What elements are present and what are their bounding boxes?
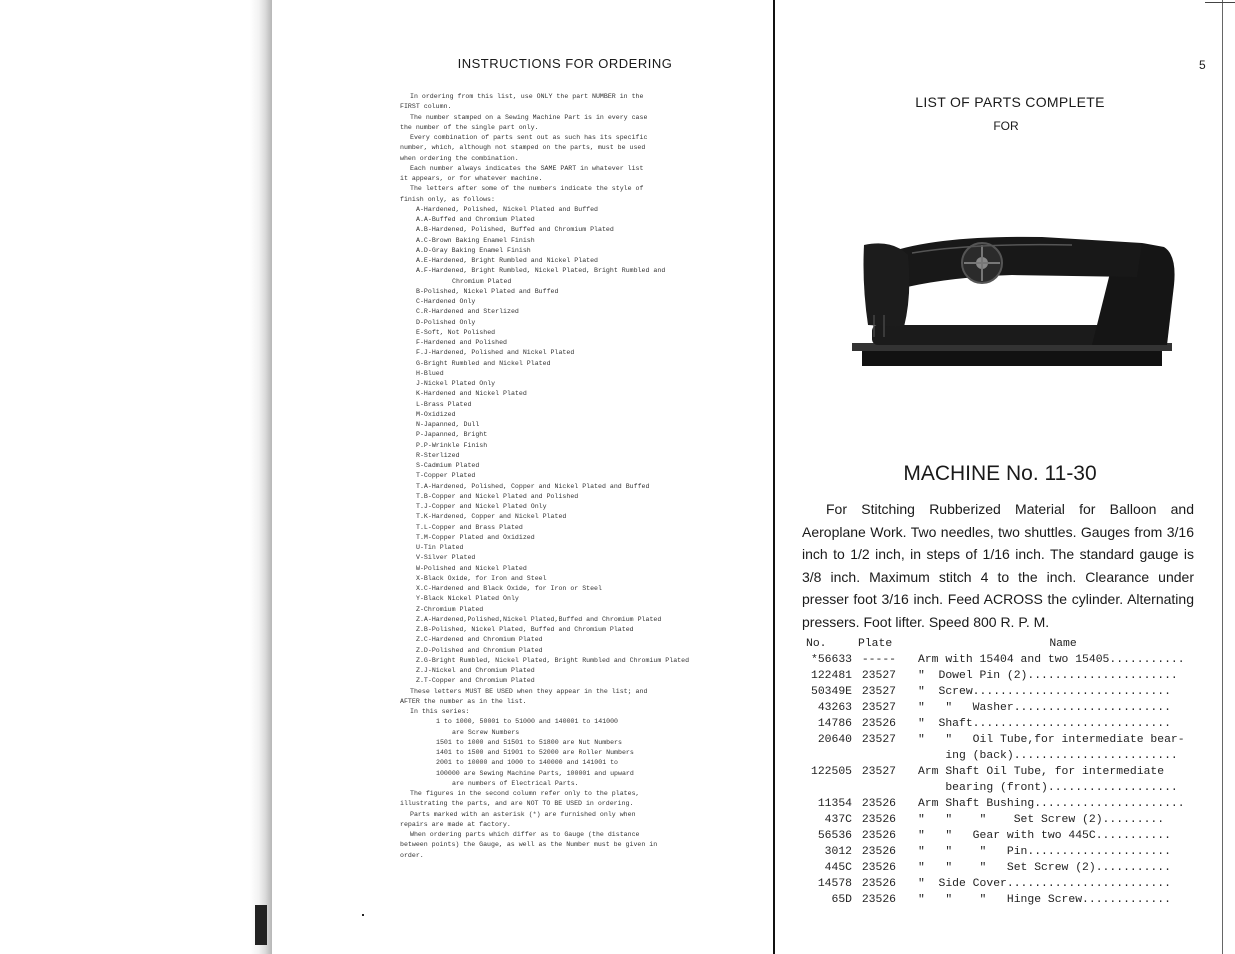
instruction-line: B-Polished, Nickel Plated and Buffed (416, 287, 559, 295)
part-number (798, 748, 856, 764)
plate-number (856, 780, 918, 796)
part-name: " Dowel Pin (2)...................... (918, 670, 1178, 682)
plate-number: 23526 (861, 814, 896, 826)
instruction-line: Z.J-Nickel and Chromium Plated (416, 667, 535, 674)
part-number: 122481 (810, 670, 852, 682)
part-number: 43263 (817, 702, 852, 714)
instruction-line: A.D-Gray Baking Enamel Finish (416, 246, 531, 254)
part-number: 56536 (817, 830, 852, 842)
instructions-text (400, 92, 710, 861)
part-name: " " " Hinge Screw............. (918, 894, 1171, 906)
part-number: 20640 (817, 734, 852, 746)
plate-number: 23527 (861, 686, 896, 698)
instruction-line: R-Sterlized (416, 451, 460, 459)
part-number: 3012 (824, 846, 852, 858)
table-row (798, 748, 1208, 764)
instruction-line: Z.G-Bright Rumbled, Nickel Plated, Bright Rumbled and Chromium Plated (416, 656, 690, 664)
part-number: 14786 (817, 718, 852, 730)
instruction-line: The figures in the second column refer only to the plates, (410, 790, 640, 797)
instruction-line: between points) the Gauge, as well as the Number must be given in (400, 841, 658, 849)
part-number: *56633 (810, 654, 852, 666)
plate-number: 23526 (861, 718, 896, 730)
table-row (798, 668, 1208, 684)
instruction-line: C.R-Hardened and Sterlized (416, 308, 519, 316)
machine-title: MACHINE No. 11-30 (903, 462, 1097, 485)
part-name: " " " Pin..................... (918, 846, 1171, 858)
plate-number (856, 748, 918, 764)
plate-number: 23526 (861, 862, 896, 874)
part-name: " " Gear with two 445C........... (918, 830, 1171, 842)
instruction-line: A-Hardened, Polished, Nickel Plated and Buffed (416, 205, 599, 213)
table-row (798, 860, 1208, 876)
instruction-line: U-Tin Plated (416, 544, 464, 551)
parts-table (798, 636, 1208, 908)
table-row (798, 892, 1208, 908)
page-number: 5 (1199, 58, 1206, 72)
instruction-line: S-Cadmium Plated (416, 462, 480, 469)
instruction-line: D-Polished Only (416, 318, 476, 326)
instruction-line: number, which, although not stamped on the parts, must be used (400, 144, 646, 152)
instruction-line: Each number always indicates the SAME PART in whatever list (410, 164, 644, 172)
machine-description: For Stitching Rubberized Material for Balloon and Aeroplane Work. Two needles, two shuttles. Gauges from 3/16 inch to 1/2 inch, in steps of 1/16 inch. The standard gauge is 3/8 inch. Maximum stitch 4 to the inch. Clearance under presser foot 3/16 inch. Feed ACROSS the cylinder. Alternating pressers. Foot lifter. Speed 800 R. P. M. (802, 501, 1194, 630)
instruction-line: F.J-Hardened, Polished and Nickel Plated (416, 349, 575, 357)
instruction-line: Z.D-Polished and Chromium Plated (416, 646, 543, 654)
instruction-line: 1 to 1000, 50001 to 51000 and 140001 to 141000 (436, 718, 619, 726)
instruction-line: When ordering parts which differ as to Gauge (the distance (410, 831, 640, 838)
instruction-line: 2001 to 10000 and 1000 to 140000 and 141001 to (436, 759, 619, 767)
instruction-line: A.C-Brown Baking Enamel Finish (416, 236, 535, 244)
part-name: " Side Cover........................ (918, 878, 1171, 890)
instruction-line: Z-Chromium Plated (416, 605, 484, 613)
instruction-line: Y-Black Nickel Plated Only (416, 595, 519, 603)
table-row (798, 780, 1208, 796)
sewing-machine-illustration (812, 225, 1192, 375)
instruction-line: T.K-Hardened, Copper and Nickel Plated (416, 513, 567, 521)
binding-mark (255, 905, 267, 945)
part-name: Arm Shaft Bushing...................... (918, 798, 1185, 810)
instruction-line: T.L-Copper and Brass Plated (416, 523, 523, 531)
instruction-line: A.B-Hardened, Polished, Buffed and Chromium Plated (416, 226, 614, 234)
part-name: Arm Shaft Oil Tube, for intermediate (918, 766, 1165, 778)
page-gutter-line (773, 0, 775, 954)
instruction-line: G-Bright Rumbled and Nickel Plated (416, 359, 551, 367)
table-row (798, 732, 1208, 748)
instruction-line: repairs are made at factory. (400, 820, 511, 828)
part-number: 14578 (817, 878, 852, 890)
plate-number: 23526 (861, 830, 896, 842)
table-row (798, 844, 1208, 860)
instruction-line: P-Japanned, Bright (416, 431, 488, 439)
instruction-line: W-Polished and Nickel Plated (416, 564, 527, 572)
part-name: bearing (front)................... (918, 782, 1178, 794)
plate-number: 23526 (861, 878, 896, 890)
plate-number: 23527 (861, 702, 896, 714)
instruction-line: T.B-Copper and Nickel Plated and Polished (416, 492, 579, 500)
instruction-line: C-Hardened Only (416, 298, 476, 305)
instruction-line: Z.T-Copper and Chromium Plated (416, 677, 535, 685)
page-edge-line (1222, 0, 1223, 954)
table-row (798, 684, 1208, 700)
part-name: " " Washer....................... (918, 702, 1171, 714)
part-number: 65D (831, 894, 852, 906)
part-number: 437C (824, 814, 852, 826)
instruction-line: T.M-Copper Plated and Oxidized (416, 533, 535, 541)
instruction-line: X.C-Hardened and Black Oxide, for Iron or Steel (416, 585, 602, 592)
plate-number: 23526 (861, 798, 896, 810)
part-name: " " Oil Tube,for intermediate bear- (918, 734, 1185, 746)
instruction-line: The letters after some of the numbers indicate the style of (410, 185, 644, 193)
instruction-line: T-Copper Plated (416, 472, 476, 480)
part-name: Arm with 15404 and two 15405........... (918, 654, 1185, 666)
instruction-line: the number of the single part only. (400, 123, 539, 131)
instruction-line: Chromium Plated (452, 277, 512, 285)
part-number: 11354 (817, 798, 852, 810)
instruction-line: 1401 to 1500 and 51901 to 52000 are Roller Numbers (436, 749, 634, 756)
header-plate: Plate (858, 638, 893, 650)
header-name: Name (1049, 638, 1077, 650)
instruction-line: H-Blued (416, 369, 444, 377)
stray-mark (362, 914, 364, 916)
instruction-line: J-Nickel Plated Only (416, 380, 496, 387)
instruction-line: T.J-Copper and Nickel Plated Only (416, 503, 547, 510)
instruction-line: In this series: (410, 708, 470, 715)
instruction-line: X-Black Oxide, for Iron and Steel (416, 574, 547, 582)
list-title: LIST OF PARTS COMPLETE (915, 94, 1105, 110)
parts-table-body (798, 652, 1208, 908)
instruction-line: P.P-Wrinkle Finish (416, 441, 488, 449)
instruction-line: Z.B-Polished, Nickel Plated, Buffed and Chromium Plated (416, 626, 634, 633)
part-name: " Screw............................. (918, 686, 1171, 698)
plate-number: 23527 (861, 734, 896, 746)
table-row (798, 828, 1208, 844)
parts-table-header (798, 636, 1208, 652)
page-corner-rule (1205, 2, 1235, 3)
instructions-heading: INSTRUCTIONS FOR ORDERING (457, 56, 673, 71)
instruction-line: K-Hardened and Nickel Plated (416, 390, 527, 398)
instruction-line: M-Oxidized (416, 410, 456, 418)
plate-number: 23527 (861, 766, 896, 778)
instruction-line: These letters MUST BE USED when they appear in the list; and (410, 687, 648, 695)
book-binding-shadow (250, 0, 272, 954)
instruction-line: The number stamped on a Sewing Machine Part is in every case (410, 113, 648, 121)
instruction-line: L-Brass Plated (416, 400, 472, 408)
instruction-line: are numbers of Electrical Parts. (452, 779, 579, 787)
instruction-line: illustrating the parts, and are NOT TO BE USED in ordering. (400, 800, 634, 808)
plate-number: 23526 (861, 846, 896, 858)
table-row (798, 764, 1208, 780)
table-row (798, 812, 1208, 828)
instruction-line: A.F-Hardened, Bright Rumbled, Nickel Plated, Bright Rumbled and (416, 267, 666, 275)
table-row (798, 876, 1208, 892)
instruction-line: AFTER the number as in the list. (400, 697, 527, 705)
table-row (798, 716, 1208, 732)
part-name: ing (back)........................ (918, 750, 1178, 762)
instruction-line: Parts marked with an asterisk (*) are furnished only when (410, 810, 636, 818)
instruction-line: Z.A-Hardened,Polished,Nickel Plated,Buffed and Chromium Plated (416, 615, 662, 623)
part-name: " " " Set Screw (2)......... (918, 814, 1165, 826)
part-name: " " " Set Screw (2)........... (918, 862, 1171, 874)
instruction-line: F-Hardened and Polished (416, 339, 508, 346)
instruction-line: are Screw Numbers (452, 728, 520, 736)
instruction-line: Every combination of parts sent out as such has its specific (410, 134, 648, 141)
table-row (798, 700, 1208, 716)
part-number (798, 780, 856, 796)
table-row (798, 652, 1208, 668)
instruction-line: it appears, or for whatever machine. (400, 175, 543, 182)
instruction-line: order. (400, 851, 424, 859)
part-number: 122505 (810, 766, 852, 778)
plate-number: ----- (861, 654, 896, 666)
instruction-line: T.A-Hardened, Polished, Copper and Nickel Plated and Buffed (416, 482, 650, 490)
instruction-line: finish only, as follows: (400, 195, 495, 203)
for-label: FOR (993, 119, 1019, 133)
instruction-line: N-Japanned, Dull (416, 421, 480, 428)
instruction-line: Z.C-Hardened and Chromium Plated (416, 636, 543, 644)
part-name: " Shaft............................. (918, 718, 1171, 730)
instruction-line: when ordering the combination. (400, 154, 519, 162)
instruction-line: E-Soft, Not Polished (416, 328, 496, 336)
header-no: No. (806, 638, 827, 650)
table-row (798, 796, 1208, 812)
instruction-line: 100000 are Sewing Machine Parts, 100001 and upward (436, 769, 634, 777)
instruction-line: In ordering from this list, use ONLY the part NUMBER in the (410, 93, 644, 100)
part-number: 445C (824, 862, 852, 874)
instruction-line: 1501 to 1000 and 51501 to 51800 are Nut Numbers (436, 738, 622, 746)
instruction-line: A.E-Hardened, Bright Rumbled and Nickel Plated (416, 257, 599, 264)
instruction-line: V-Silver Plated (416, 554, 476, 562)
part-number: 50349E (810, 686, 852, 698)
plate-number: 23526 (861, 894, 896, 906)
instruction-line: A.A-Buffed and Chromium Plated (416, 216, 535, 223)
instruction-line: FIRST column. (400, 103, 452, 111)
plate-number: 23527 (861, 670, 896, 682)
